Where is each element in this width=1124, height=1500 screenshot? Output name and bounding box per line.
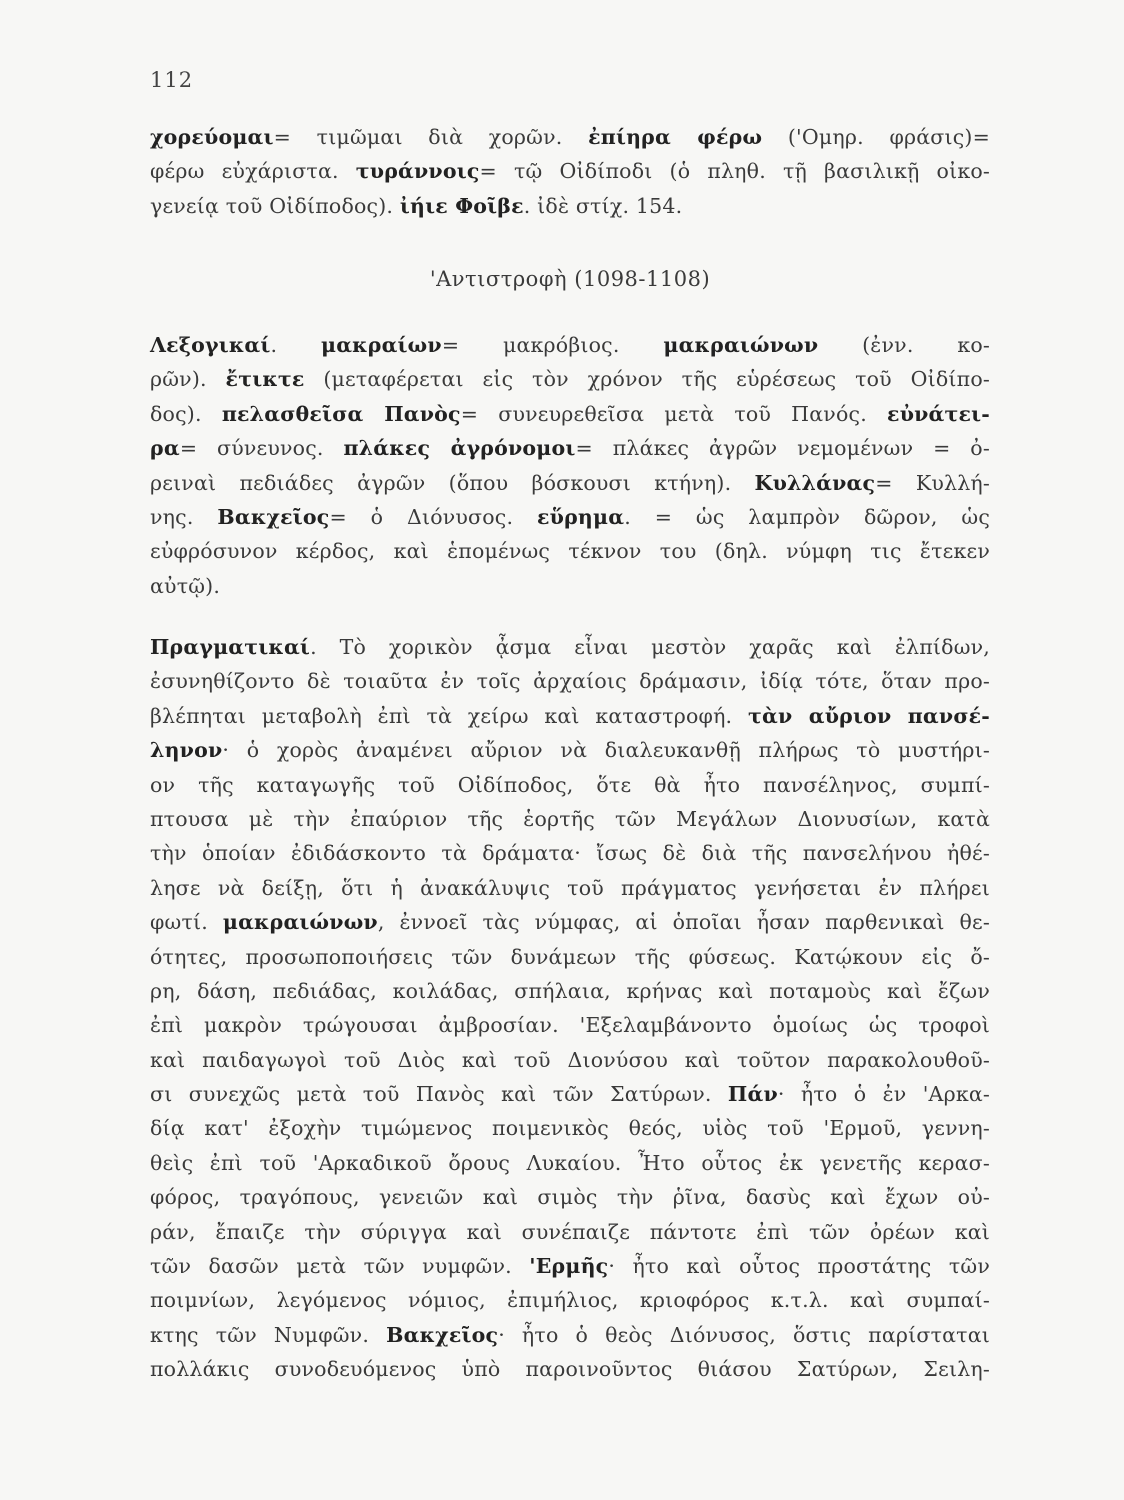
lemma-term: τὰν αὔριον πανσέ- (748, 703, 990, 728)
lemma-term: τυράννοις (355, 159, 480, 184)
gloss-text: τῶν δασῶν μετὰ τῶν νυμφῶν. (150, 1254, 530, 1279)
gloss-text: ρη, δάση, πεδιάδας, κοιλάδας, σπήλαια, κρήνας καὶ ποταμοὺς καὶ ἔζων (150, 978, 990, 1003)
text-line (150, 1146, 990, 1180)
lemma-term: ληνον (150, 738, 223, 763)
gloss-text: · ὁ χορὸς ἀναμένει αὔριον νὰ διαλευκανθῇ πλήρως τὸ μυστήρι- (222, 738, 990, 763)
gloss-text: πτουσα μὲ τὴν ἐπαύριον τῆς ἑορτῆς τῶν Μεγάλων Διονυσίων, κατὰ (150, 806, 990, 831)
gloss-text: = σύνευνος. (179, 436, 344, 461)
lemma-term: Κυλλάνας (754, 470, 876, 495)
gloss-text: . ἰδὲ στίχ. 154. (523, 193, 683, 218)
text-line (150, 1077, 990, 1111)
text-line (150, 1318, 990, 1352)
gloss-text: δίᾳ κατ' ἐξοχὴν τιμώμενος ποιμενικὸς θεός, υἱὸς τοῦ 'Ερμοῦ, γεννη- (150, 1116, 990, 1141)
text-line (150, 189, 990, 223)
gloss-text: ρειναὶ πεδιάδες ἀγρῶν (ὅπου βόσκουσι κτήνη). (150, 470, 755, 495)
lemma-term: ἐπίηρα φέρω (588, 125, 763, 149)
text-line (150, 431, 990, 465)
lemma-term: Πάν (727, 1082, 778, 1107)
gloss-text: ρῶν). (150, 367, 226, 392)
lemma-term: μακραίων (321, 333, 442, 357)
text-line (150, 768, 990, 802)
text-line (150, 154, 990, 188)
gloss-text: = πλάκες ἀγρῶν νεμομένων = ὀ- (575, 436, 990, 461)
gloss-text: λησε νὰ δείξῃ, ὅτι ἡ ἀνακάλυψις τοῦ πράγματος γενήσεται ἐν πλήρει (150, 875, 990, 900)
lexical-notes-antistrophe (150, 328, 990, 603)
lemma-term: ἔτικτε (225, 367, 305, 392)
gloss-text: ἐσυνηθίζοντο δὲ τοιαῦτα ἐν τοῖς ἀρχαίοις δράμασιν, ἰδίᾳ τότε, ὅταν προ- (150, 669, 990, 694)
text-line (150, 1283, 990, 1317)
lemma-term: πλάκες ἀγρόνομοι (343, 436, 576, 461)
lemma-term: πελασθεῖσα Πανὸς (221, 401, 461, 426)
text-line (150, 1043, 990, 1077)
text-line (150, 1111, 990, 1145)
gloss-text: = τῷ Οἰδίποδι (ὁ πληθ. τῇ βασιλικῇ οἰκο- (479, 159, 991, 184)
lemma-term: εὕρημα (537, 504, 625, 529)
gloss-text: . (270, 333, 321, 357)
text-line (150, 466, 990, 500)
lemma-term: χορεύομαι (150, 125, 274, 149)
text-line (150, 940, 990, 974)
text-line (150, 699, 990, 733)
lemma-term: εὐνάτει- (887, 401, 991, 426)
lemma-term: ρα (150, 436, 180, 461)
text-line (150, 871, 990, 905)
gloss-text: = ὁ Διόνυσος. (329, 504, 537, 529)
page-number: 112 (150, 68, 194, 92)
gloss-text: (ἐνν. κο- (818, 333, 990, 357)
gloss-text: = Κυλλή- (875, 470, 990, 495)
text-line (150, 362, 990, 396)
section-heading-antistrophe: 'Αντιστροφὴ (1098-1108) (429, 267, 711, 291)
text-line (150, 802, 990, 836)
gloss-text: θεὶς ἐπὶ τοῦ 'Αρκαδικοῦ ὄρους Λυκαίου. Ἦτο οὗτος ἐκ γενετῆς κερασ- (150, 1150, 990, 1175)
text-line (150, 905, 990, 939)
text-line (150, 974, 990, 1008)
gloss-text: δος). (150, 401, 222, 426)
lemma-term: ἰήιε Φοῖβε (399, 193, 524, 218)
text-line (150, 1249, 990, 1283)
text-line (150, 120, 990, 154)
text-line (150, 534, 990, 568)
lemma-term: Βακχεῖος (386, 1322, 499, 1347)
text-line (150, 328, 990, 362)
gloss-text: = συνευρεθεῖσα μετὰ τοῦ Πανός. (460, 401, 888, 426)
lemma-term: 'Ερμῆς (529, 1254, 609, 1279)
gloss-text: ποιμνίων, λεγόμενος νόμιος, ἐπιμήλιος, κριοφόρος κ.τ.λ. καὶ συμπαί- (150, 1288, 990, 1313)
text-line (150, 1352, 990, 1386)
factual-notes-antistrophe (150, 630, 990, 1387)
gloss-text: νης. (150, 504, 218, 529)
gloss-text: φωτί. (150, 910, 223, 935)
text-line (150, 397, 990, 431)
text-line (150, 1215, 990, 1249)
gloss-text: πολλάκις συνοδευόμενος ὑπὸ παροινοῦντος θιάσου Σατύρων, Σειλη- (150, 1357, 990, 1382)
text-line (150, 630, 990, 664)
gloss-text: σι συνεχῶς μετὰ τοῦ Πανὸς καὶ τῶν Σατύρων. (150, 1082, 728, 1107)
gloss-text: ον τῆς καταγωγῆς τοῦ Οἰδίποδος, ὅτε θὰ ἦτο πανσέληνος, συμπί- (150, 772, 990, 797)
lemma-term: μακραιώνων (663, 333, 819, 357)
gloss-text: (μεταφέρεται εἰς τὸν χρόνον τῆς εὑρέσεως τοῦ Οἰδίπο- (304, 367, 991, 392)
gloss-text: . = ὡς λαμπρὸν δῶρον, ὡς (624, 504, 991, 529)
text-line (150, 1008, 990, 1042)
text-line (150, 569, 990, 603)
lemma-term: Πραγματικαί (150, 635, 311, 659)
gloss-text: βλέπηται μεταβολὴ ἐπὶ τὰ χείρω καὶ καταστροφή. (150, 703, 748, 728)
lemma-term: μακραιώνων (222, 910, 378, 935)
gloss-text: κτης τῶν Νυμφῶν. (150, 1322, 387, 1347)
lemma-term: Λεξογικαί (150, 333, 271, 357)
gloss-text: · ἦτο ὁ ἐν 'Αρκα- (777, 1082, 990, 1107)
gloss-text: . Τὸ χορικὸν ᾆσμα εἶναι μεστὸν χαρᾶς καὶ ἐλπίδων, (310, 635, 990, 659)
lemma-term: Βακχεῖος (217, 504, 330, 529)
gloss-text: ἐπὶ μακρὸν τρώγουσαι ἀμβροσίαν. 'Εξελαμβάνοντο ὁμοίως ὡς τροφοὶ (150, 1013, 990, 1038)
gloss-text: = τιμῶμαι διὰ χορῶν. (273, 125, 589, 149)
gloss-text: καὶ παιδαγωγοὶ τοῦ Διὸς καὶ τοῦ Διονύσου καὶ τοῦτον παρακολουθοῦ- (150, 1047, 990, 1072)
lexical-notes-strophe (150, 120, 990, 223)
gloss-text: = μακρόβιος. (441, 333, 664, 357)
text-line (150, 836, 990, 870)
gloss-text: , ἐννοεῖ τὰς νύμφας, αἱ ὁποῖαι ἦσαν παρθενικαὶ θε- (377, 910, 990, 935)
text-line (150, 733, 990, 767)
gloss-text: φέρω εὐχάριστα. (150, 159, 356, 184)
gloss-text: · ἦτο ὁ θεὸς Διόνυσος, ὅστις παρίσταται (498, 1322, 990, 1347)
gloss-text: γενείᾳ τοῦ Οἰδίποδος). (150, 193, 400, 218)
text-line (150, 664, 990, 698)
gloss-text: ('Ομηρ. φράσις)= (762, 125, 990, 149)
gloss-text: τὴν ὁποίαν ἐδιδάσκοντο τὰ δράματα· ἴσως δὲ διὰ τῆς πανσελήνου ἠθέ- (150, 841, 990, 866)
gloss-text: φόρος, τραγόπους, γενειῶν καὶ σιμὸς τὴν ῥῖνα, δασὺς καὶ ἔχων οὐ- (150, 1185, 990, 1210)
text-line (150, 1180, 990, 1214)
text-line (150, 500, 990, 534)
gloss-text: αὐτῷ). (150, 573, 221, 598)
gloss-text: · ἦτο καὶ οὗτος προστάτης τῶν (608, 1254, 990, 1279)
gloss-text: ότητες, προσωποποιήσεις τῶν δυνάμεων τῆς φύσεως. Κατῴκουν εἰς ὄ- (150, 944, 990, 969)
gloss-text: ράν, ἔπαιζε τὴν σύριγγα καὶ συνέπαιζε πάντοτε ἐπὶ τῶν ὀρέων καὶ (150, 1219, 990, 1244)
gloss-text: εὐφρόσυνον κέρδος, καὶ ἑπομένως τέκνον του (δηλ. νύμφη τις ἔτεκεν (150, 539, 990, 564)
